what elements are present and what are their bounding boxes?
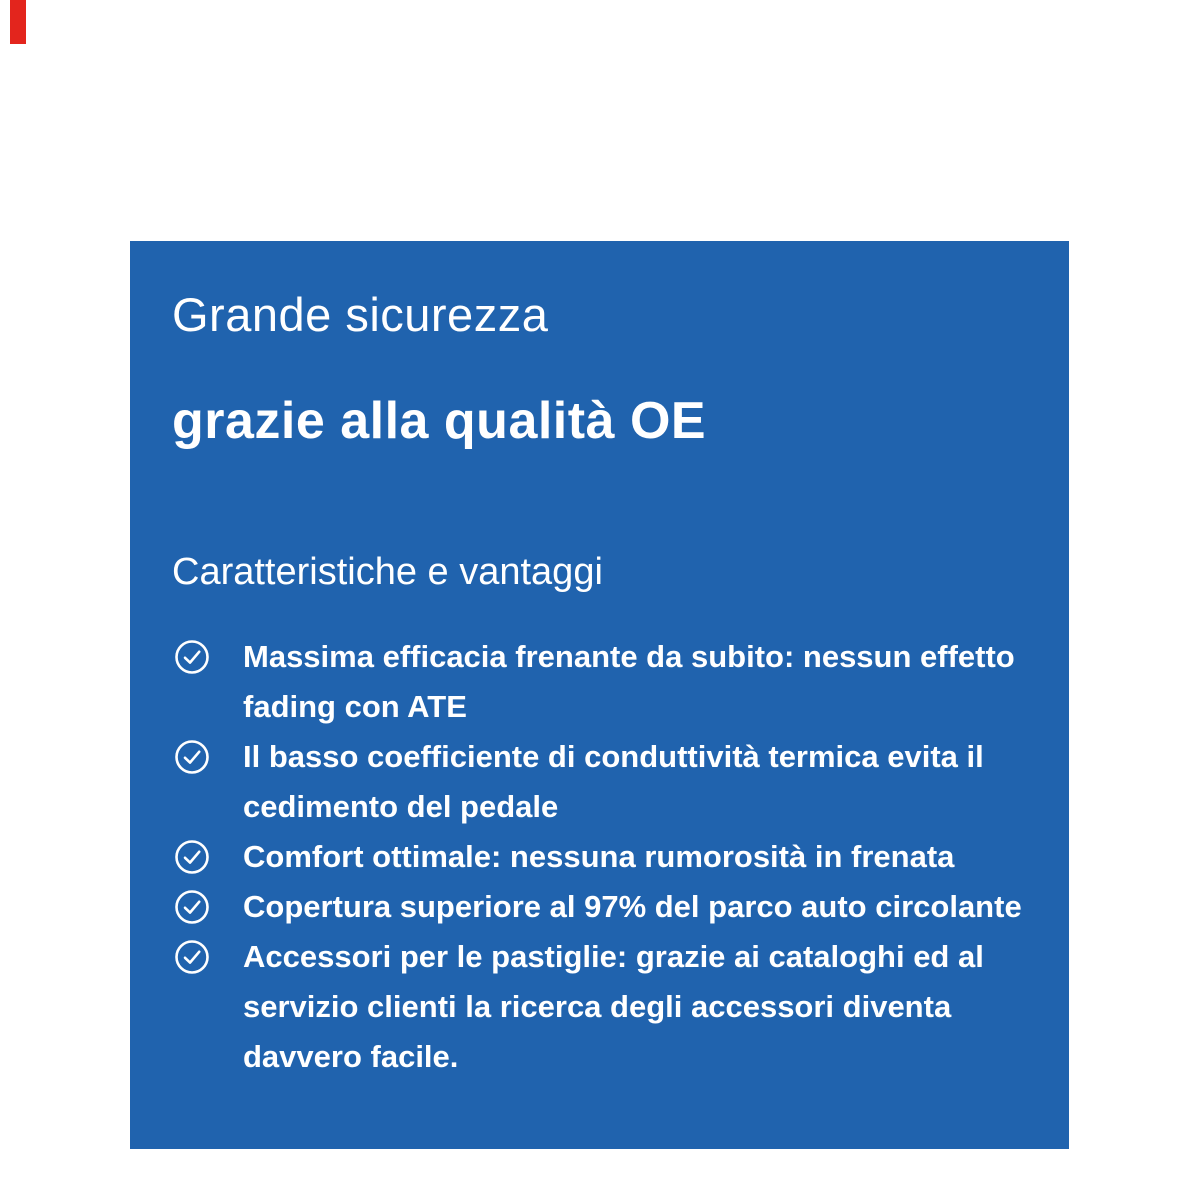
check-circle-icon bbox=[174, 839, 210, 875]
check-circle-icon bbox=[174, 639, 210, 675]
benefit-item-text: Il basso coefficiente di conduttività termica evita il cedimento del pedale bbox=[243, 739, 984, 824]
panel-title-line1: Grande sicurezza bbox=[172, 288, 549, 341]
benefit-item-text: Massima efficacia frenante da subito: nessun effetto fading con ATE bbox=[243, 639, 1015, 724]
benefit-item bbox=[130, 932, 1069, 1082]
brand-logo-fragment bbox=[10, 0, 26, 44]
section-heading: Caratteristiche e vantaggi bbox=[172, 551, 603, 593]
check-circle-icon bbox=[174, 939, 210, 975]
benefit-item bbox=[130, 832, 1069, 882]
benefit-item bbox=[130, 632, 1069, 732]
benefit-item-text: Comfort ottimale: nessuna rumorosità in frenata bbox=[243, 839, 955, 874]
check-circle-icon bbox=[174, 739, 210, 775]
benefits-list bbox=[130, 632, 1069, 1082]
benefit-item bbox=[130, 882, 1069, 932]
benefit-item bbox=[130, 732, 1069, 832]
check-circle-icon bbox=[174, 889, 210, 925]
benefit-item-text: Copertura superiore al 97% del parco auto circolante bbox=[243, 889, 1022, 924]
panel-title-line2: grazie alla qualità OE bbox=[172, 392, 707, 450]
benefit-item-text: Accessori per le pastiglie: grazie ai cataloghi ed al servizio clienti la ricerca degli accessori diventa davvero facile. bbox=[243, 939, 984, 1074]
feature-panel bbox=[130, 241, 1069, 1149]
